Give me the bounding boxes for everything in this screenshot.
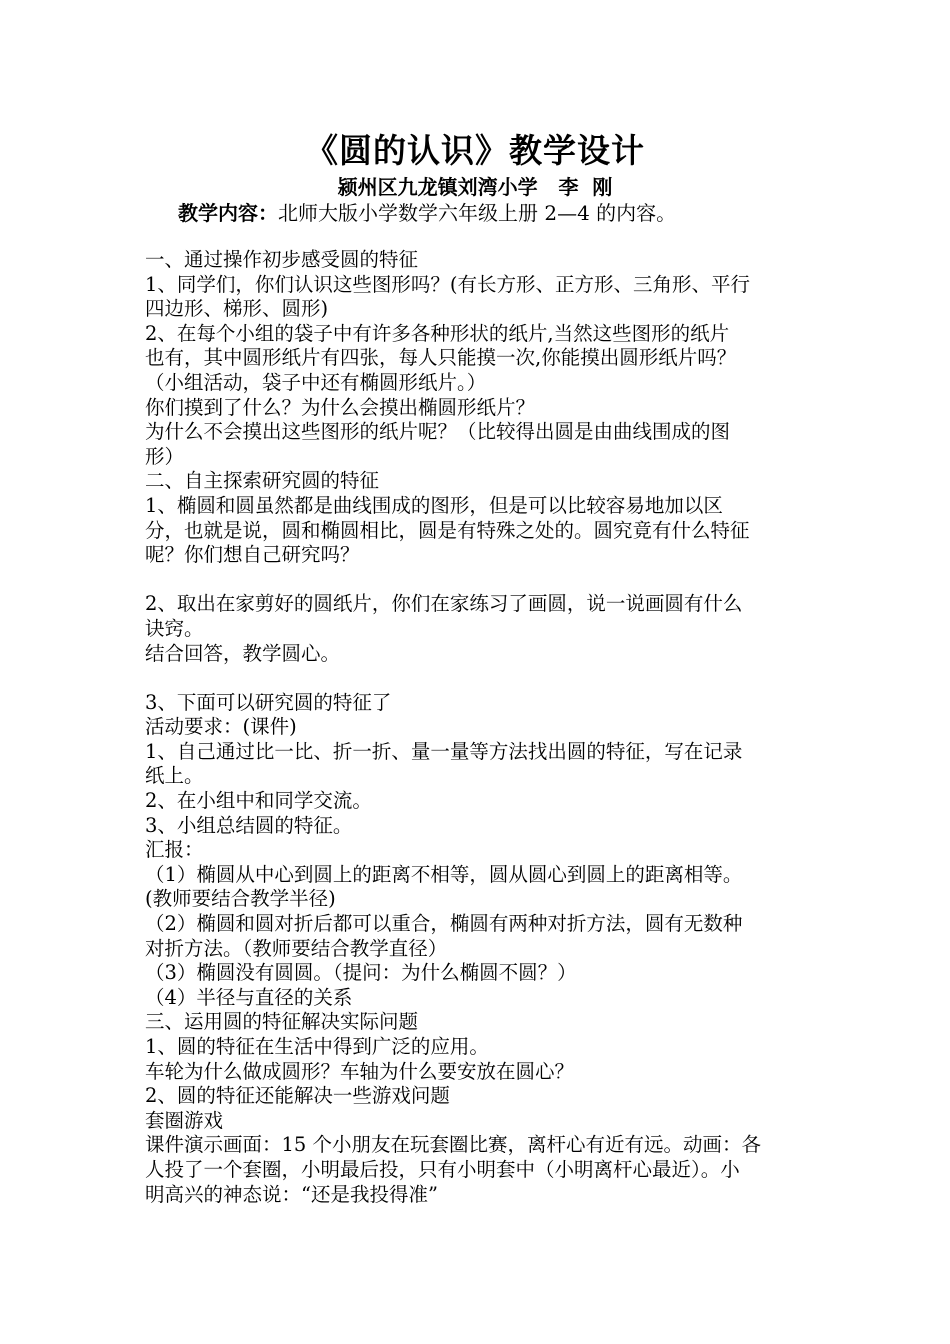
teaching-content-line	[178, 200, 676, 226]
body-line: 1、同学们，你们认识这些图形吗？(有长方形、正方形、三角形、平行	[145, 272, 751, 296]
body-line: （小组活动，袋子中还有椭圆形纸片。）	[145, 370, 487, 394]
body-line: 诀窍。	[145, 616, 204, 640]
body-line: （4）半径与直径的关系	[145, 985, 353, 1009]
body-line: 人投了一个套圈，小明最后投，只有小明套中（小明离杆心最近）。小	[145, 1157, 740, 1181]
body-line: 分，也就是说，圆和椭圆相比，圆是有特殊之处的。圆究竟有什么特征	[145, 518, 750, 542]
body-line: 四边形、梯形、圆形)	[145, 297, 329, 321]
blank-line	[145, 666, 811, 691]
body-line: 也有，其中圆形纸片有四张，每人只能摸一次,你能摸出圆形纸片吗？	[145, 346, 737, 370]
document-body	[145, 248, 811, 1207]
body-line: 3、下面可以研究圆的特征了	[145, 690, 392, 714]
body-line: 2、在每个小组的袋子中有许多各种形状的纸片,当然这些图形的纸片	[145, 321, 730, 345]
body-line: 你们摸到了什么？为什么会摸出椭圆形纸片？	[145, 395, 536, 419]
author-line: 颍州区九龙镇刘湾小学 李 刚	[337, 175, 613, 199]
teaching-content-label: 教学内容：	[178, 201, 278, 225]
body-line: 对折方法。（教师要结合教学直径）	[145, 936, 448, 960]
body-line: 一、通过操作初步感受圆的特征	[145, 248, 419, 271]
body-line: （3）椭圆没有圆圆。（提问：为什么椭圆不圆？）	[145, 961, 577, 985]
body-line: 2、圆的特征还能解决一些游戏问题	[145, 1084, 450, 1108]
body-line: 三、运用圆的特征解决实际问题	[145, 1010, 419, 1034]
body-line: 车轮为什么做成圆形？车轴为什么要安放在圆心？	[145, 1059, 575, 1083]
body-line: 2、取出在家剪好的圆纸片，你们在家练习了画圆，说一说画圆有什么	[145, 592, 743, 616]
body-line: 课件演示画面：15 个小朋友在玩套圈比赛，离杆心有近有远。动画：各	[145, 1133, 762, 1157]
body-line: 1、圆的特征在生活中得到广泛的应用。	[145, 1035, 489, 1058]
body-line: 形）	[145, 444, 185, 468]
body-line: 为什么不会摸出这些图形的纸片呢？（比较得出圆是由曲线围成的图	[145, 420, 731, 444]
body-line: 二、自主探索研究圆的特征	[145, 469, 380, 493]
document-title: 《圆的认识》教学设计	[305, 131, 645, 170]
blank-line	[145, 568, 811, 593]
body-line: （1）椭圆从中心到圆上的距离不相等，圆从圆心到圆上的距离相等。	[145, 862, 743, 886]
body-line: 呢？你们想自己研究吗？	[145, 543, 360, 567]
body-line: 汇报：	[145, 838, 204, 862]
body-line: 明高兴的神态说：“还是我投得准”	[145, 1182, 438, 1206]
body-line: 活动要求：(课件)	[145, 715, 297, 739]
body-line: 结合回答，教学圆心。	[145, 641, 341, 665]
body-line: 套圈游戏	[145, 1108, 224, 1132]
body-line: 1、椭圆和圆虽然都是曲线围成的图形，但是可以比较容易地加以区	[145, 493, 723, 517]
body-line: 纸上。	[145, 764, 204, 788]
body-line: （2）椭圆和圆对折后都可以重合，椭圆有两种对折方法，圆有无数种	[145, 912, 743, 936]
teaching-content-text: 北师大版小学数学六年级上册 2—4 的内容。	[278, 201, 677, 225]
body-line: 1、自己通过比一比、折一折、量一量等方法找出圆的特征，写在记录	[145, 739, 743, 763]
body-line: 2、在小组中和同学交流。	[145, 789, 372, 813]
body-line: 3、小组总结圆的特征。	[145, 813, 353, 837]
body-line: (教师要结合教学半径)	[145, 887, 336, 911]
